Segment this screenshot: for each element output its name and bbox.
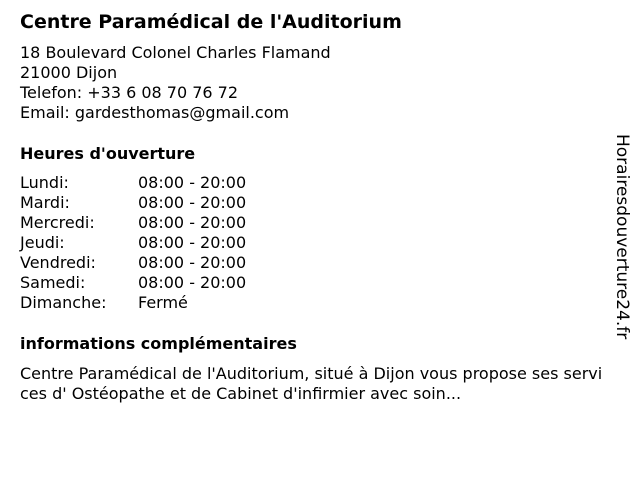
hours-row-wednesday xyxy=(20,213,246,233)
hours-row-friday xyxy=(20,253,246,273)
day-hours: 08:00 - 20:00 xyxy=(138,233,247,252)
hours-table xyxy=(20,173,246,313)
day-label: Jeudi: xyxy=(20,233,65,252)
info-text: Centre Paramédical de l'Auditorium, situé à Dijon vous propose ses services d' Ostéopathe et de Cabinet d'infirmier avec soin... xyxy=(20,364,603,403)
day-label: Dimanche: xyxy=(20,293,107,312)
hours-row-monday xyxy=(20,173,246,193)
address-block xyxy=(20,43,331,123)
day-hours: 08:00 - 20:00 xyxy=(138,273,247,292)
city-address: 21000 Dijon xyxy=(20,63,118,82)
business-name: Centre Paramédical de l'Auditorium xyxy=(20,11,402,33)
street-address: 18 Boulevard Colonel Charles Flamand xyxy=(20,43,331,62)
day-hours: 08:00 - 20:00 xyxy=(138,173,247,192)
email-address: Email: gardesthomas@gmail.com xyxy=(20,103,290,122)
day-hours: 08:00 - 20:00 xyxy=(138,253,247,272)
hours-row-sunday xyxy=(20,293,246,313)
day-hours: 08:00 - 20:00 xyxy=(138,213,247,232)
day-hours: 08:00 - 20:00 xyxy=(138,193,247,212)
info-heading: informations complémentaires xyxy=(20,334,297,353)
hours-row-saturday xyxy=(20,273,246,293)
hours-row-tuesday xyxy=(20,193,246,213)
day-label: Mardi: xyxy=(20,193,70,212)
site-watermark: Horairesdouverture24.fr xyxy=(612,134,632,340)
day-label: Samedi: xyxy=(20,273,86,292)
day-label: Lundi: xyxy=(20,173,69,192)
hours-row-thursday xyxy=(20,233,246,253)
hours-heading: Heures d'ouverture xyxy=(20,144,196,163)
day-label: Vendredi: xyxy=(20,253,96,272)
day-hours: Fermé xyxy=(138,293,188,312)
phone-number: Telefon: +33 6 08 70 76 72 xyxy=(20,83,239,102)
day-label: Mercredi: xyxy=(20,213,95,232)
